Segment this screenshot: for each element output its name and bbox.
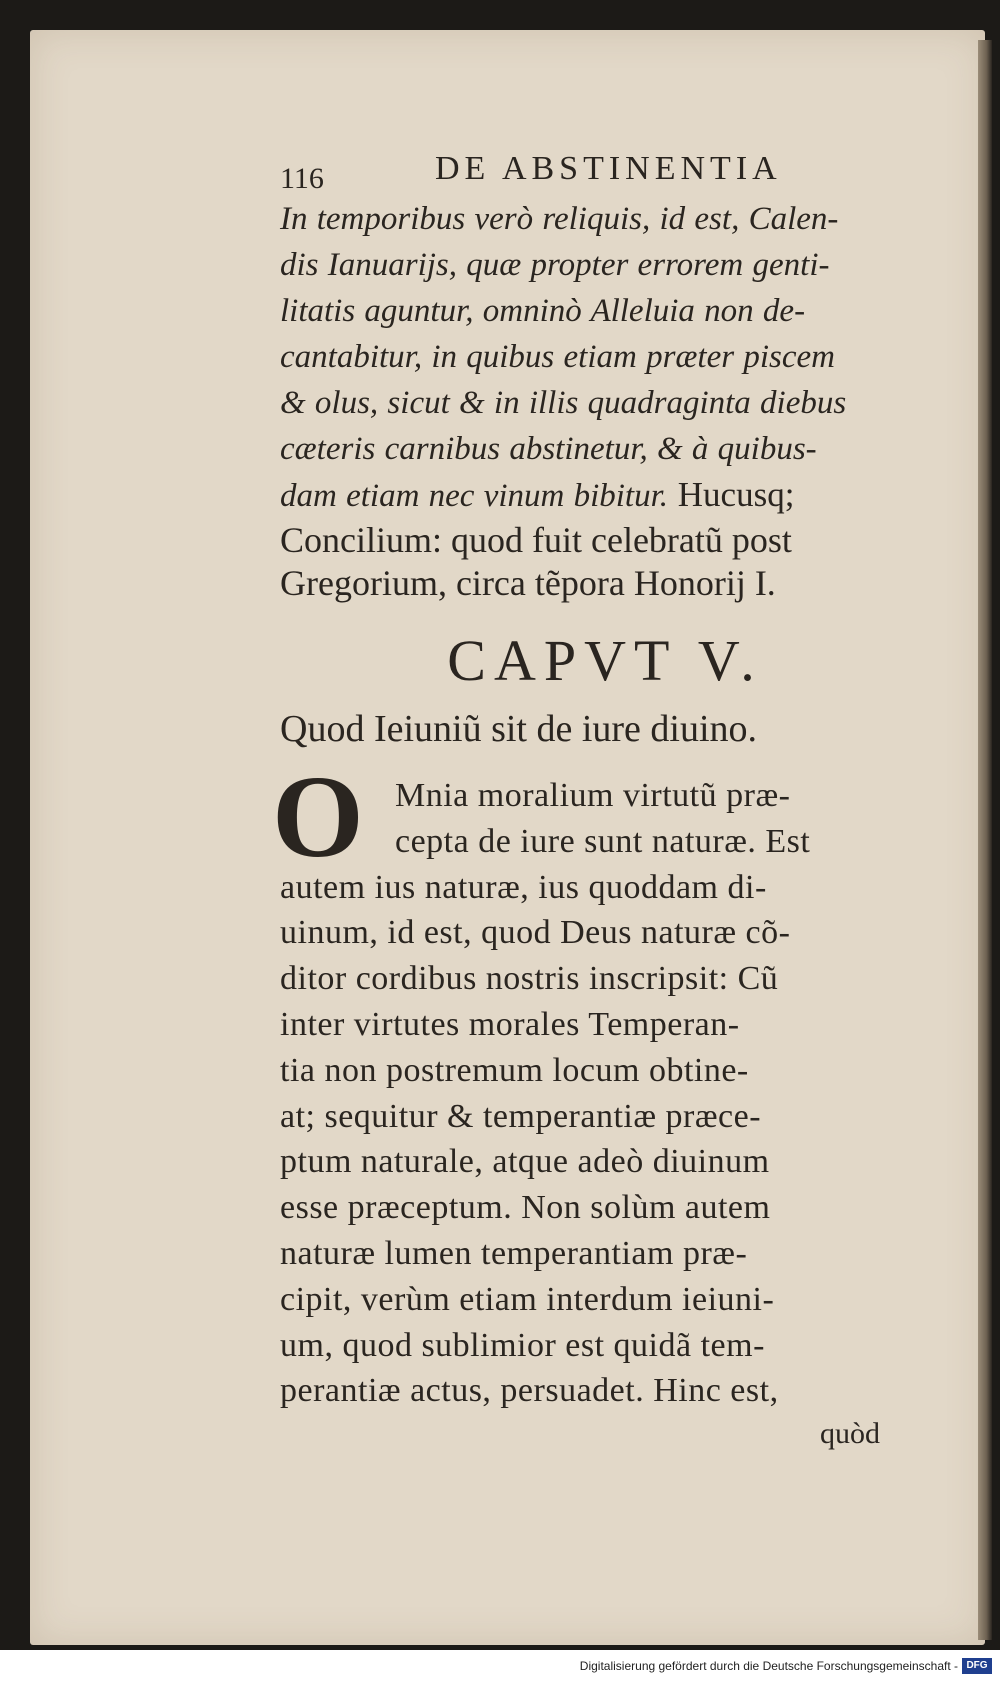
text-line: um, quod sublimior est quidã tem- xyxy=(280,1326,765,1364)
text-line: cæteris carnibus abstinetur, & à quibus- xyxy=(280,431,817,467)
page-content xyxy=(272,150,910,1454)
digitization-footer xyxy=(0,1650,1000,1683)
roman-continuation: Hucusq; xyxy=(668,475,795,514)
text-line: ptum naturale, atque adeò diuinum xyxy=(280,1143,770,1181)
dfg-logo[interactable]: DFG xyxy=(962,1658,992,1674)
text-line: cepta de iure sunt naturæ. Est xyxy=(395,822,811,860)
text-line: autem ius naturæ, ius quoddam di- xyxy=(280,868,767,906)
drop-cap: O xyxy=(272,751,365,882)
text-line: In temporibus verò reliquis, id est, Calen- xyxy=(280,201,839,237)
text-line: & olus, sicut & in illis quadraginta diebus xyxy=(280,385,847,421)
text-line: at; sequitur & temperantiæ præce- xyxy=(280,1097,762,1135)
text-line: inter virtutes morales Temperan- xyxy=(280,1005,740,1043)
text-line: cantabitur, in quibus etiam præter piscem xyxy=(280,339,835,375)
text-line: litatis aguntur, omninò Alleluia non de- xyxy=(280,293,806,329)
text-line: uinum, id est, quod Deus naturæ cõ- xyxy=(280,914,791,952)
text-line: ditor cordibus nostris inscripsit: Cũ xyxy=(280,960,779,998)
text-line xyxy=(280,472,910,519)
page-number: 116 xyxy=(280,162,324,195)
catchword: quòd xyxy=(820,1417,880,1451)
italic-line-end: dam etiam nec vinum bibitur. xyxy=(280,478,669,514)
chapter-subtitle: Quod Ieiuniũ sit de iure diuino. xyxy=(280,708,758,750)
running-title: DE ABSTINENTIA xyxy=(435,150,782,187)
page-header xyxy=(280,150,910,196)
text-line: Mnia moralium virtutũ præ- xyxy=(395,777,791,814)
text-line: naturæ lumen temperantiam præ- xyxy=(280,1234,748,1272)
italic-quotation xyxy=(280,196,910,519)
chapter-title: CAPVT V. xyxy=(447,628,763,693)
text-line: perantiæ actus, persuadet. Hinc est, xyxy=(280,1372,779,1410)
text-line: tia non postremum locum obtine- xyxy=(280,1051,749,1089)
text-line: cipit, verùm etiam interdum ieiuni- xyxy=(280,1280,775,1318)
chapter-body xyxy=(272,751,910,1414)
page-edge xyxy=(978,40,992,1640)
text-line: esse præceptum. Non solùm autem xyxy=(280,1189,771,1227)
text-line: Concilium: quod fuit celebratũ post xyxy=(280,520,792,560)
text-line: dis Ianuarijs, quæ propter errorem genti- xyxy=(280,247,830,283)
text-line: Gregorium, circa tẽpora Honorij I. xyxy=(280,563,776,603)
roman-paragraph xyxy=(280,519,910,605)
funding-notice: Digitalisierung gefördert durch die Deutsche Forschungsgemeinschaft - xyxy=(579,1659,958,1673)
